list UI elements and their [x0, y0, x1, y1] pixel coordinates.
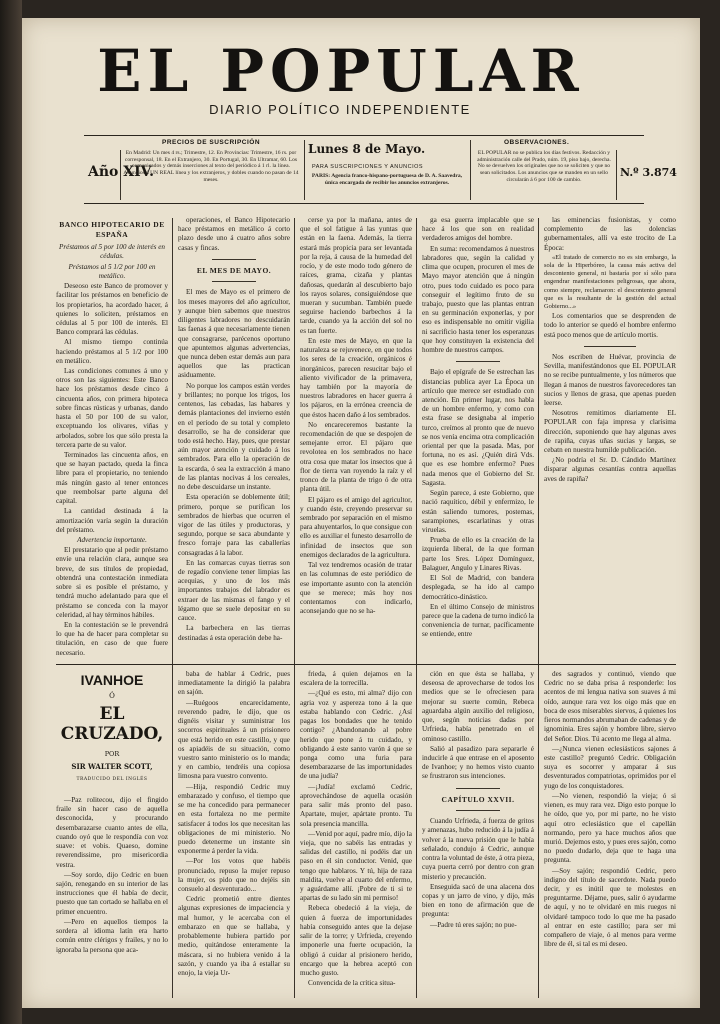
col2-para-3: Esta operación se doblemente útil; primero, porque se purifican los sembrados de hierbas que ocurren el vigor de las útiles y productoras, y segundo, porque se saca abundante y fresco forraje para las caballerías consagradas á la labor.	[178, 493, 290, 557]
col2-para-0: operaciones, el Banco Hipotecario hace préstamos en metálico á corto plazo desde uno á cuatro años sobre casas y fincas.	[178, 216, 290, 252]
precios-title: PRECIOS DE SUSCRIPCIÓN	[162, 139, 261, 146]
header-divider-2	[304, 140, 305, 200]
precios-text: En Madrid: Un mes 4 rs.; Trimestre, 12. En Provincias: Trimestre, 16 rs. por corresponsal, 18. En el Extranjero, 30. En Portugal, 30. En Ultramar, 60. Los comunicados y demás inserciones al texto del periódico á 1 rl. la línea. Anuncios á UN REAL línea y los extranjeros, y dobles cuando no pasan de 14 meses.	[123, 150, 299, 183]
col4-para-3: Bajo el epígrafe de Se estrechan las distancias publica ayer La Época un artículo que merece ser estudiado con atención. En primer lugar, nos habla de un hombre enfermo, y como con esta frase se designaba al imperio turco, creímos al pronto que de nuevo se nos venía encima otra complicación oriental per que la pasada. Mas, por fortuna, no es así. ¿Quién dirá Vds. que es ese hombre enfermo? Pues nada menos que el Gobierno del Sr. Sagasta.	[422, 368, 534, 487]
issue-number: N.º 3.874	[620, 166, 677, 179]
col3-para-3: No encareceremos bastante la recomendación de que se despojen de semejante error. El pájaro que revolotea en los sembrados no hace otra cosa que matar los insectos que á flor de tierra van royendo la raíz y el tronco de la planta de trigo ó de otra planta útil.	[300, 420, 412, 494]
col4-para-1: ga esa guerra implacable que se hace á los que son en realidad verdaderos amigos del hombre.	[422, 216, 534, 243]
banco-para-3: Las condiciones comunes á uno y otros son las siguientes: Este Banco hace los préstamos desde cinco á cincuenta años, con primera hipoteca sobre fincas rústicas y urbanas, dando hasta el 50 por 100 de su valor, exceptuando los olivares, viñas y arbolados, sobre los que sólo presta la tercera parte de su valor.	[56, 367, 168, 449]
novel-c5-para-2: —¿Nunca vienen eclesiásticos sajones á este castillo? preguntó Cedric. Obligación suya es socorrer y amparar á sus desventurados compatriotas, oprimidos por el yugo de los conquistadores.	[544, 744, 676, 790]
novel-c5-para-1: des sagrados y continuó, viendo que Cedric no se daba prisa á responderle: los acentos de mi lengua nativa son suaves á mi oído, aunque rara vez los oigo más que en boca de esos miserables siervos, á quienes los fieros normandos abrumaban de cadenas y de ignominia. Eres sajón y hombre libre, siervo del Señor. Dios. Tú acento me llega al alma.	[544, 670, 676, 743]
col2-para-2: No porque los campos están verdes y brillantes; no porque los trigos, los centenos, las cebadas, las habares y demás plantaciones del invierno estén en el período de su total y completo desarrollo, se ha de considerar que todo está hecho. Hay, pues, que prestar aún mayor atención y cuidado á los sembrados. Para ello la operación de la escarda, ó sea la extracción á mano de las plantas nocivas á los cereales, no debe descuidarse un instante.	[178, 381, 290, 492]
col4-para-7: En el último Consejo de ministros parece que la cadena de turno indicó la conveniencia de turnar, pacíficamente se entiende, entre	[422, 602, 534, 639]
novel-title-block	[56, 672, 168, 782]
col4-sep-3	[456, 810, 501, 811]
novel-c5-para-3: —No vienen, respondió la vieja; ó si vienen, es muy rara vez. Digo esto porque lo he oído, que yo, por mi parte, no he visto aquí otro eclesiástico que el capellán normando, pero ya hace muchos años que murió. Dejemos esto, y pues eres sajón, como no puedo dudarlo, deja que te haga una pregunta.	[544, 791, 676, 865]
banco-sub-1: Préstamos al 5 por 100 de interés en cédulas.	[58, 243, 165, 261]
col-divider-2	[294, 218, 295, 998]
col4-para-2: En suma: recomendamos á nuestros labradores que, según la calidad y clima que ocupen, procuren el mes de Mayo mayor atención que á ningún otro, pues todo cuidado es poco para conseguir el legítimo fruto de su trabajo, puesto que las plantas entran en su germinación exponerlas, y por eso es indispensable no omitir vigilia ni sacrificio hasta tener los esperanzas que hoy constituyen la existencia del hombre de nuestros campos.	[422, 244, 534, 355]
novel-c3-para-1: frieda, á quien dejamos en la escalera de la torrecilla.	[300, 670, 412, 688]
novel-c4-para-3: Cuando Urfrieda, á fuerza de gritos y amenazas, hubo reducido á la judía á volver á la nueva prisión que le había señalado, condujo á Cedric, aunque contra la voluntad de éste, á otra pieza, cuya puerta cerró por dentro con gran misterio y precaución.	[422, 817, 534, 881]
banco-para-5: La cantidad destinada á la amortización varía según la duración del préstamo.	[56, 507, 168, 534]
banco-para-2: Al mismo tiempo continúa haciendo préstamos al 5 1/2 por 100 en metálico.	[56, 338, 168, 365]
column-1-bottom	[56, 796, 168, 998]
novel-author: SIR WALTER SCOTT,	[71, 762, 153, 771]
novel-c5-para-4: —Soy sajón; respondió Cedric, pero indigno del título de sacerdote. Nada puedo decir, y es inútil que te molestes en preguntarme. Déjame, pues, salir ó ayudarme de aquí, y no te olvidaré en mis ruegos ni olvidaré tampoco todo lo que me ha pasado al entrar en este castillo; para ser mi compañero de viaje, ó al menos para verme libre de él, si tal es mi deseo.	[544, 866, 676, 949]
column-4-bottom	[422, 670, 534, 998]
novel-c2-para-5: Cedric prometió entre dientes algunas expresiones de impaciencia y mal humor, y le acercaba con el embarazo en que se hallaba, y probablemente hubiera partido por medio, quitándose enteramente la máscara, si no hubiera venido á la sazón, y cuando ya iba á estallar su enojo, la vieja Ur-	[178, 895, 290, 977]
novel-c4-para-1: ción en que ésta se hallaba, y deseosa de aprovecharse de todos los medios que se le ofreciesen para mejorar su suerte común, Rebeca aguardaba algún auxilio del religioso, que, según noticias dadas por Urfrieda, había penetrado en el ominoso castillo.	[422, 670, 534, 743]
col2-para-1: El mes de Mayo es el primero de los meses mayores del año agrícultor, y aunque bien sabemos que nuestros diligentes labradores no descuidarán las faenas á que necesariamente tienen que consagrarse, parécenos oportuno que apuntemos algunas advertencias, que nunca deben estar demás aun para aquellos que las practican asiduamente.	[178, 288, 290, 380]
col5-sep	[584, 346, 637, 347]
col5-para-5: Nosotros remitimos diariamente EL POPULAR con faja impresa y clarísima dirección, suponiendo que hay algunas aves de rapiña, cuyas uñas sucias y largas, se cebatn en nuestra humilde publicación.	[544, 409, 676, 455]
novel-c1-para-1: —Paz rolitecou, dijo el fingido fraile sin hacer caso de aquella desconocida, y procurando desembarazarse cuanto antes de ella, cuando oyó que le respondía con voz suave: et vobis. Quaeso, domine reverendissime, pro misericordia vestra.	[56, 796, 168, 869]
col4-sep	[456, 361, 501, 362]
year-label: Año XIV.	[88, 164, 154, 180]
col2-sep-2	[212, 281, 257, 282]
banco-para-7: En la contestación se le prevendrá lo que ha de hacer para completar su titulación, en caso de que fuere necesario.	[56, 620, 168, 657]
col3-para-5: Tal vez tendremos ocasión de tratar en las columnas de este periódico de ese importante asunto con la atención que se merece; más hoy nos contentamos con indicarlo, aconsejando que no se ha-	[300, 561, 412, 616]
col2-sep	[212, 259, 257, 260]
header-rule-bottom	[84, 203, 644, 204]
col-divider-1	[172, 218, 173, 998]
novel-c4-para-5: —Padre tú eres sajón; no pue-	[430, 920, 517, 929]
col3-para-2: En este mes de Mayo, en que la naturaleza se rejuvenece, en que todos los seres de la creación, orgánicos é inorgánicos, parecen resucitar bajo el aliento vivificador de la primavera, hay también por la mayoría de nuestros labradores en hacer guerra á los pájaros, en la errónea creencia de que éstos hacen daño á los sembrados.	[300, 336, 412, 419]
newspaper-page	[22, 18, 700, 1008]
novel-c3-para-5: Rebeca obedeció á la vieja, de quien á fuerza de importunidades había conseguido antes que la dejase salir de la torre; y Urfrieda, creyendo imponerle una fuerte ocupación, la obligó á cuidar al prisionero herido, encargo que la hebrea aceptó con mucho gusto.	[300, 904, 412, 977]
col-divider-4	[538, 218, 539, 998]
book-binding	[0, 0, 22, 1024]
banco-para-6: El prestatario que al pedir préstamo envíe una relación clara, aunque sea breve, de sus títulos de propiedad, obtendrá una contestación inmediata sobre si es posible el préstamo, y tendrá mucho adelantado para que el préstamo se conceda con la mayor celeridad, al hay términos hábiles.	[56, 546, 168, 619]
banco-sub-2: Préstamos al 5 1/2 por 100 en metálico.	[68, 262, 156, 280]
column-5-bottom	[544, 670, 676, 998]
col-divider-3	[416, 218, 417, 998]
col3-para-4: El pájaro es el amigo del agricultor, y cuando éste, creyendo preservar su sembrado por separación en el mismo para ahuyentarlos, lo que consigue con ello es auxiliar el funesto desarrollo de infinidad de insectos que son enemigos declarados de la agricultura.	[300, 495, 412, 559]
novel-c3-para-2: —¿Qué es esto, mi alma? dijo con agria voz y aspereza tono á la que estaba hablando con Cedric. ¿Así pagas los bondades que he tenido contigo? ¿Abandonando al pobre herido que pone á tu cuidado, y obligando á este santo varón á que se ponga como una furia para desembarazarse de las importunidades de una judía?	[300, 689, 412, 781]
observaciones-text: EL POPULAR no se publica los días festivos. Redacción y administración calle del Prado, núm. 19, piso bajo, derecha. No se devuelven los originales que no se soliciten y que no sean solicitados. Los anuncios que se manden en un sello circularán á 6 por 100 de cambio.	[477, 150, 611, 183]
novel-c3-para-4: —Venid por aquí, padre mío, dijo la vieja, que no sabéis las entradas y salidas del castillo, ni podéis dar un paso en él sin conductor. Venid, que tengo que hablaros. Y tú, hija de raza maldita, vuelve al cuarto del enfermo, y aguárdame allí. ¡Pobre de ti si te apartas de su lado sin mi permiso!	[300, 829, 412, 903]
column-1-top	[56, 216, 168, 660]
novel-or: Ó	[109, 692, 115, 700]
col4-para-5: Prueba de ello es la creación de la izquierda liberal, de la que forman parte los Sres. López Domínguez, Balaguer, Angulo y Linares Rivas.	[422, 536, 534, 572]
capitulo-heading: CAPÍTULO XXVII.	[441, 794, 515, 804]
col5-para-4: Nos escriben de Huévar, provincia de Sevilla, manifestándonos que EL POPULAR no se recibe puntualmente, y los números que llegan á manos de nuestros favorecedores tan sucios y llenos de grasa, que apenas pueden leerse.	[544, 352, 676, 407]
header-rule-top	[84, 135, 644, 136]
novel-c2-para-2: —Ruégoos encarecidamente, reverendo padre, le dijo, que os dignéis visitar y suministrar los socorros espirituales á un prisionero que está herido en este castillo, y que os apiadéis de su situación, como vuestro santo ministerio os lo manda; y en cambio, tendréis una copiosa limosna para vuestro convento.	[178, 698, 290, 781]
banco-para-1: Deseoso este Banco de promover y facilitar los préstamos en beneficio de los propietarios, ha acordado hacer, á quienes lo soliciten, préstamos en cédulas al 5 por 100 de interés. El Banco comprará las cédulas.	[56, 282, 168, 337]
novel-title-2: EL CRUZADO,	[60, 704, 164, 744]
novel-c3-para-6: Convencida de la crítica situa-	[308, 979, 396, 988]
novel-c3-para-3: —¡Judía! exclamó Cedric, aprovechándose de aquella ocasión para salir más pronto del paso. Apartate, mujer, apártate pronto. Tu sola presencia mancilla.	[300, 782, 412, 828]
observaciones-title: OBSERVACIONES.	[504, 139, 570, 146]
novel-c4-para-2: Salió al pasadizo para separarle é inducirle á que entrase en el aposento de Ivanhoe; y no hemos visto cuanto se frustraron sus intenciones.	[422, 744, 534, 781]
column-2-top	[178, 216, 290, 660]
novel-c2-para-3: —Hija, respondió Cedric muy embarazado y confuso, el tiempo que se me ha concedido para permanecer en esta fortaleza no me permite satisfacer á todos los que necesitan las obligaciones de mi ministerio. No puedo detenerme un instante sin exponerme á perder la vida.	[178, 782, 290, 856]
col3-para-1: cerse ya por la mañana, antes de que el sol fatigue á las yuntas que están en la faena. Además, la tierra estará más propicia para ser levantada por la reja, á causa de la humedad del rocío, y de este modo todo género de raíces, grama, cizaña y plantas dañosas, quedarán al descubierto bajo los rayos solares, consiguiéndose que mueran y sucumban. También puede seguirse haciendo barbechos á la tarde, cuando ya la acción del sol no es tan fuerte.	[300, 216, 412, 335]
column-3-top	[300, 216, 412, 660]
col5-para-3: Los comentarios que se desprenden de todo lo anterior se quedó el hombre enfermo está poco menos que de artículo mortis.	[544, 312, 676, 339]
col4-para-4: Según parece, á este Gobierno, que nació raquítico, débil y enfermizo, le están saliendo tumores, postemas, sarampiones, escarlatinas y otras viruelas.	[422, 489, 534, 534]
column-2-bottom	[178, 670, 290, 998]
novel-c2-para-4: —Por los votos que habéis pronunciado, repuso la mujer repuso la mujer, os pido que no dejéis sin consuelo al desventurado...	[178, 857, 290, 894]
banco-para-8	[56, 659, 168, 660]
column-3-bottom	[300, 670, 412, 998]
col5-para-2: «El tratado de comercio no es sin embargo, la sola de la Hiperbóreo, la causa más activa del descontento general, ni bastaría por sí sólo para engendrar manifestaciones peligrosas, que ahora, como siempre, reclamaron: el descontento general que es la resultante de la gestión del actual Gobierno...»	[544, 253, 676, 310]
col4-sep-2	[456, 788, 501, 789]
banco-para-4: Terminados las cincuenta años, en que se hayan pactado, queda la finca libre para el propietario, no teniendo más ningún gasto al tener entonces que reembolsar parte alguna del capital.	[56, 451, 168, 506]
novel-c2-para-1: baba de hablar á Cedric, pues inmediatamente la dirigió la palabra en sajón.	[178, 670, 290, 697]
col5-para-6: ¿No podría el Sr. D. Cándido Martínez disparar algunas cesantías contra aquellas aves de rapiña?	[544, 456, 676, 483]
novel-c4-para-4: Enseguida sacó de una alacena dos copas y un jarro de vino, y dijo, más bien en tono de afirmación que de pregunta:	[422, 882, 534, 919]
column-5-top	[544, 216, 676, 660]
column-4-top	[422, 216, 534, 660]
mes-de-mayo-heading: EL MES DE MAYO.	[196, 265, 272, 275]
advertencia-heading: Advertencia importante.	[77, 535, 147, 544]
col2-para-5: La barbechera en las tierras destinadas á esta operación debe ha-	[178, 624, 290, 642]
banco-heading: BANCO HIPOTECARIO DE ESPAÑA	[59, 220, 165, 239]
col5-para-1: las eminencias fusionistas, y como complemento de las dolencias gubernamentales, allí va este trocito de La Época:	[544, 216, 676, 252]
novel-c1-para-3: —Pero en aquellos tiempos la sordera al idioma latín era harto común entre clérigos y frailes, y no lo ignoraba la persona que aca-	[56, 917, 168, 954]
header-divider-4	[616, 150, 617, 200]
header-divider-1	[120, 150, 121, 200]
suscripciones-label: PARA SUSCRIPCIONES Y ANUNCIOS	[312, 164, 424, 170]
folletin-rule	[56, 664, 676, 665]
novel-translated: TRADUCIDO DEL INGLÉS	[76, 777, 148, 782]
novel-por: POR	[104, 750, 120, 758]
paris-text: PARIS: Agencia franco-hispano-portuguesa de D. A. Saavedra, única encargada de recibir los anuncios extranjeros.	[311, 173, 463, 186]
masthead-subtitle: DIARIO POLÍTICO INDEPENDIENTE	[209, 102, 471, 117]
col2-para-4: En las comarcas cuyas tierras son de regadío conviene tener limpias las acequias, y uno de los más importantes trabajos del labrador es extraer de las mismas el fango y el légamo que se suele depositar en su cauce.	[178, 558, 290, 623]
date-label: Lunes 8 de Mayo.	[308, 142, 426, 156]
novel-c1-para-2: —Soy sordo, dijo Cedric en buen sajón, renegando en su interior de las instrucciones que él había de decir, puesto que tan cortado se hallaba en el primer encuentro.	[56, 870, 168, 916]
col4-para-6: El Sol de Madrid, con bandera desplegada, se ha ido al campo democrático-dinástico.	[422, 574, 534, 601]
masthead-title: EL POPULAR	[97, 37, 585, 105]
novel-title-1: IVANHOE	[80, 672, 144, 688]
header-divider-3	[470, 140, 471, 200]
